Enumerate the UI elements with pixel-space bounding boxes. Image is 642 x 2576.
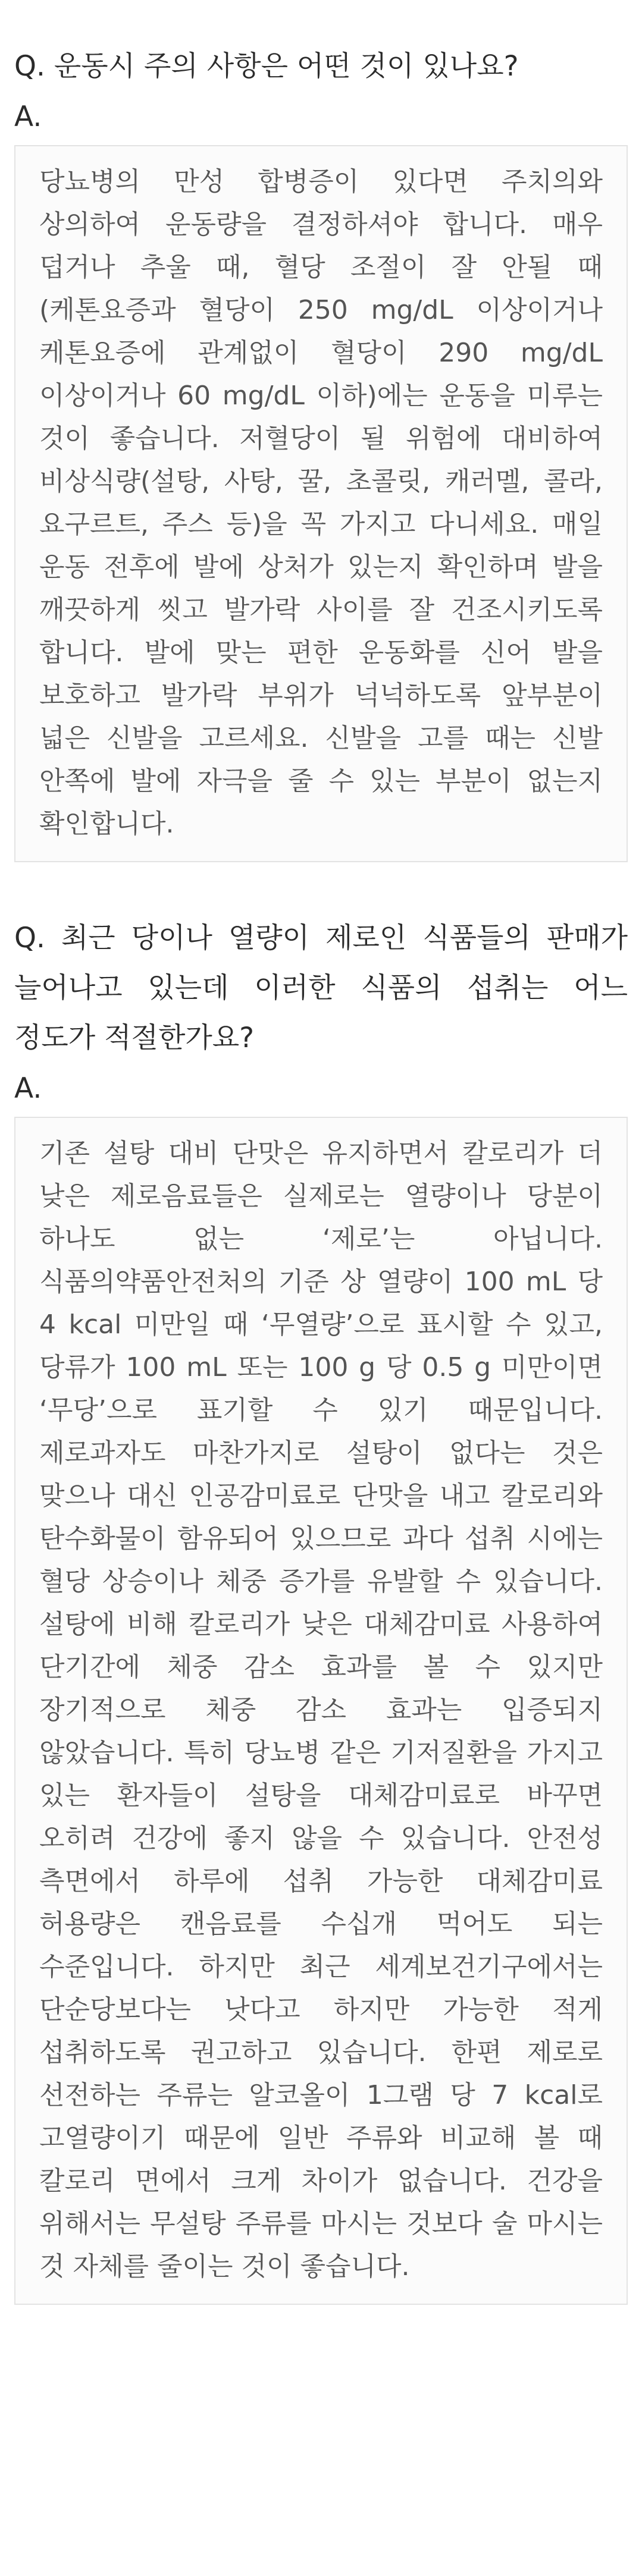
question-text: Q. 최근 당이나 열량이 제로인 식품들의 판매가 늘어나고 있는데 이러한 식품의 섭취는 어느 정도가 적절한가요? [14,922,628,1054]
faq-item-zero-sugar-foods [14,862,628,2305]
answer-label: A. [14,1072,42,1105]
answer-text: 기존 설탕 대비 단맛은 유지하면서 칼로리가 더 낮은 제로음료들은 실제로는 열량이나 당분이 하나도 없는 ‘제로’는 아닙니다. 식품의약품안전처의 기준 상 열량이 100 mL 당 4 kcal 미만일 때 ‘무열량’으로 표시할 수 있고, 당류가 100 mL 또는 100 g 당 0.5 g 미만이면 ‘무당’으로 표기할 수 있기 때문입니다. 제로과자도 마찬가지로 설탕이 없다는 것은 맞으나 대신 인공감미료로 단맛을 내고 칼로리와 탄수화물이 함유되어 있으므로 과다 섭취 시에는 혈당 상승이나 체중 증가를 유발할 수 있습니다. 설탕에 비해 칼로리가 낮은 대체감미료 사용하여 단기간에 체중 감소 효과를 볼 수 있지만 장기적으로 체중 감소 효과는 입증되지 않았습니다. 특히 당뇨병 같은 기저질환을 가지고 있는 환자들이 설탕을 대체감미료로 바꾸면 오히려 건강에 좋지 않을 수 있습니다. 안전성 측면에서 하루에 섭취 가능한 대체감미료 허용량은 캔음료를 수십개 먹어도 되는 수준입니다. 하지만 최근 세계보건기구에서는 단순당보다는 낫다고 하지만 가능한 적게 섭취하도록 권고하고 있습니다. 한편 제로로 선전하는 주류는 알코올이 1그램 당 7 kcal로 고열량이기 때문에 일반 주류와 비교해 볼 때 칼로리 면에서 크게 차이가 없습니다. 건강을 위해서는 무설탕 주류를 마시는 것보다 술 마시는 것 자체를 줄이는 것이 좋습니다. [39,1138,603,2282]
faq-item-exercise-precautions [14,0,628,862]
answer-box [14,1117,628,2305]
answer-label: A. [14,100,42,133]
question-text: Q. 운동시 주의 사항은 어떤 것이 있나요? [14,50,519,83]
answer-box [14,145,628,862]
answer-text: 당뇨병의 만성 합병증이 있다면 주치의와 상의하여 운동량을 결정하셔야 합니다. 매우 덥거나 추울 때, 혈당 조절이 잘 안될 때 (케톤요증과 혈당이 250 mg/dL 이상이거나 케톤요증에 관계없이 혈당이 290 mg/dL 이상이거나 60 mg/dL 이하)에는 운동을 미루는 것이 좋습니다. 저혈당이 될 위험에 대비하여 비상식량(설탕, 사탕, 꿀, 초콜릿, 캐러멜, 콜라, 요구르트, 주스 등)을 꼭 가지고 다니세요. 매일 운동 전후에 발에 상처가 있는지 확인하며 발을 깨끗하게 씻고 발가락 사이를 잘 건조시키도록 합니다. 발에 맞는 편한 운동화를 신어 발을 보호하고 발가락 부위가 넉넉하도록 앞부분이 넓은 신발을 고르세요. 신발을 고를 때는 신발 안쪽에 발에 자극을 줄 수 있는 부분이 없는지 확인합니다. [39,167,603,839]
